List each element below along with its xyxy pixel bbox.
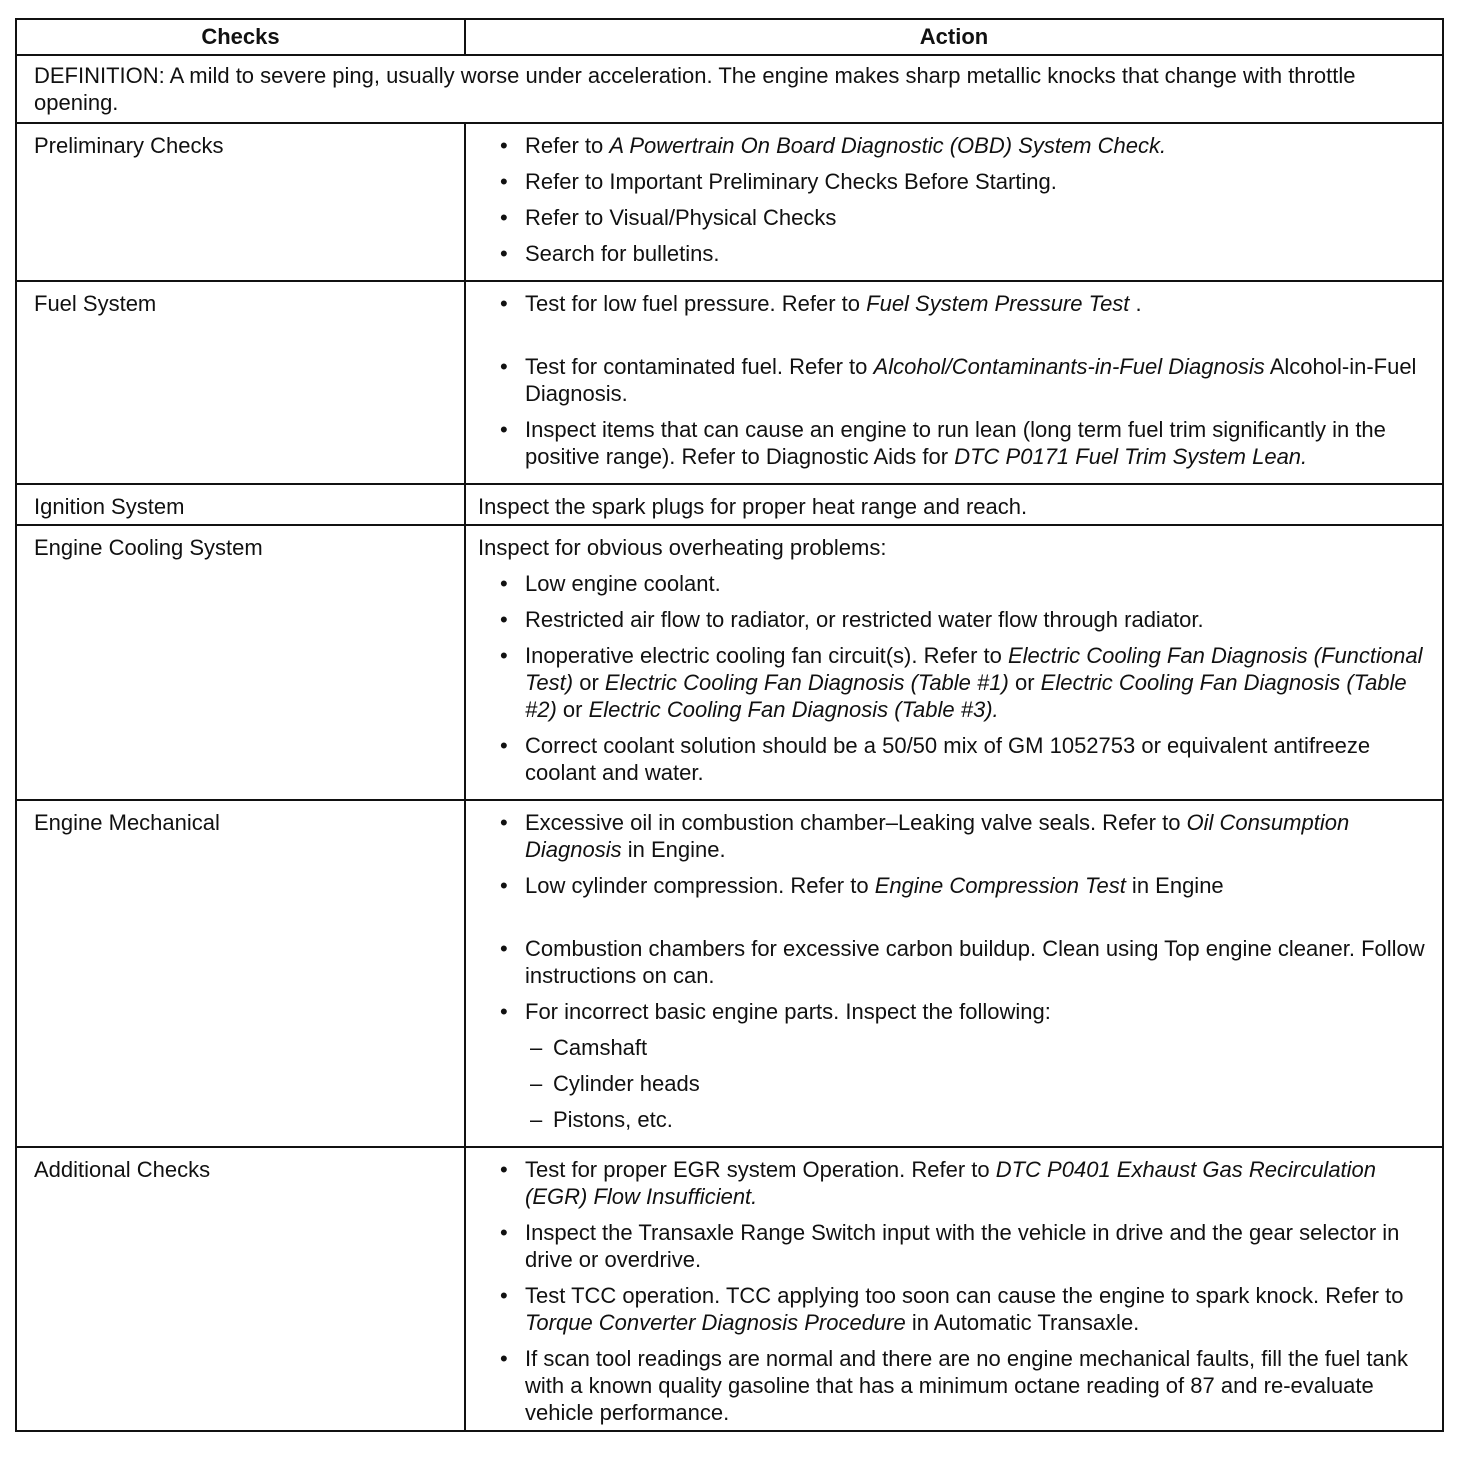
list-item bbox=[478, 1156, 1430, 1210]
table-row bbox=[16, 1147, 1443, 1431]
row-action-cooling bbox=[465, 525, 1443, 800]
header-row bbox=[16, 19, 1443, 55]
item-text: Test for contaminated fuel. Refer to bbox=[525, 354, 874, 379]
item-reference: Electric Cooling Fan Diagnosis (Table #1) bbox=[604, 670, 1009, 695]
row-label-cooling: Engine Cooling System bbox=[16, 525, 465, 800]
item-text: • For incorrect basic engine parts. Inspect the following: bbox=[525, 999, 1051, 1024]
item-reference: Electric Cooling Fan Diagnosis (Table #3). bbox=[588, 697, 999, 722]
action-lead: Inspect for obvious overheating problems: bbox=[478, 535, 887, 560]
item-reference: Electric Cooling Fan Diagnosis (Table #2) bbox=[525, 670, 1407, 722]
item-text: or bbox=[556, 697, 589, 722]
list-item: • Restricted air flow to radiator, or restricted water flow through radiator. bbox=[478, 606, 1430, 633]
list-item: • Refer to Important Preliminary Checks Before Starting. bbox=[478, 168, 1430, 195]
list-item bbox=[478, 290, 1430, 317]
action-header: Action bbox=[465, 19, 1443, 55]
row-action-fuel bbox=[465, 281, 1443, 484]
item-reference: DTC P0171 Fuel Trim System Lean. bbox=[954, 444, 1308, 469]
item-text: Alcohol-in-Fuel Diagnosis. bbox=[525, 354, 1417, 406]
item-text: Low cylinder compression. Refer to bbox=[525, 873, 875, 898]
list-item bbox=[478, 642, 1430, 723]
item-reference: Alcohol/Contaminants-in-Fuel Diagnosis bbox=[873, 354, 1265, 379]
table-row bbox=[16, 800, 1443, 1147]
diagnostic-table bbox=[15, 18, 1444, 1432]
table-row bbox=[16, 123, 1443, 281]
row-label-fuel: Fuel System bbox=[16, 281, 465, 484]
item-text: . bbox=[1129, 291, 1142, 316]
table-row bbox=[16, 281, 1443, 484]
sub-list-item: – Pistons, etc. bbox=[478, 1106, 1430, 1133]
list-item: • If scan tool readings are normal and there are no engine mechanical faults, fill the fuel tank with a known quality gasoline that has a minimum octane reading of 87 and re-evaluate vehicle performance. bbox=[478, 1345, 1430, 1426]
item-reference: Fuel System Pressure Test bbox=[866, 291, 1130, 316]
list-item bbox=[478, 872, 1430, 899]
list-item bbox=[478, 353, 1430, 407]
row-action-additional bbox=[465, 1147, 1443, 1431]
list-item: • Low engine coolant. bbox=[478, 570, 1430, 597]
sub-list-item: – Cylinder heads bbox=[478, 1070, 1430, 1097]
row-label-preliminary: Preliminary Checks bbox=[16, 123, 465, 281]
row-label-ignition: Ignition System bbox=[16, 484, 465, 525]
item-reference: Engine Compression Test bbox=[874, 873, 1126, 898]
item-text: Test for proper EGR system Operation. Refer to bbox=[525, 1157, 996, 1182]
row-action-ignition: Inspect the spark plugs for proper heat range and reach. bbox=[465, 484, 1443, 525]
item-text: or bbox=[1008, 670, 1041, 695]
item-text: Inspect items that can cause an engine to run lean (long term fuel trim significantly in the positive range). Refer to Diagnostic Aids for bbox=[525, 417, 1386, 469]
list-item bbox=[478, 998, 1430, 1133]
item-text: Test TCC operation. TCC applying too soon can cause the engine to spark knock. Refer to bbox=[525, 1283, 1404, 1308]
table-row bbox=[16, 525, 1443, 800]
table-row bbox=[16, 484, 1443, 525]
item-text: or bbox=[573, 670, 605, 695]
definition-row bbox=[16, 55, 1443, 123]
item-reference: Oil Consumption Diagnosis bbox=[525, 810, 1350, 862]
item-text: in Automatic Transaxle. bbox=[905, 1310, 1140, 1335]
row-label-mechanical: Engine Mechanical bbox=[16, 800, 465, 1147]
item-text: Refer to bbox=[525, 133, 610, 158]
item-text: in Engine. bbox=[621, 837, 726, 862]
row-action-mechanical bbox=[465, 800, 1443, 1147]
list-item: • Refer to Visual/Physical Checks bbox=[478, 204, 1430, 231]
list-item: • Search for bulletins. bbox=[478, 240, 1430, 267]
item-reference: A Powertrain On Board Diagnostic (OBD) System Check. bbox=[609, 133, 1167, 158]
item-text: Inoperative electric cooling fan circuit(s). Refer to bbox=[525, 643, 1008, 668]
row-action-preliminary bbox=[465, 123, 1443, 281]
item-reference: DTC P0401 Exhaust Gas Recirculation (EGR) Flow Insufficient. bbox=[525, 1157, 1377, 1209]
list-item: • Inspect the Transaxle Range Switch input with the vehicle in drive and the gear selector in drive or overdrive. bbox=[478, 1219, 1430, 1273]
list-item: • Combustion chambers for excessive carbon buildup. Clean using Top engine cleaner. Follow instructions on can. bbox=[478, 935, 1430, 989]
list-item bbox=[478, 809, 1430, 863]
item-text: in Engine bbox=[1125, 873, 1224, 898]
item-reference: Electric Cooling Fan Diagnosis (Functional Test) bbox=[525, 643, 1423, 695]
item-reference: Torque Converter Diagnosis Procedure bbox=[525, 1310, 906, 1335]
item-text: Test for low fuel pressure. Refer to bbox=[525, 291, 867, 316]
sub-list-item: – Camshaft bbox=[478, 1034, 1430, 1061]
list-item bbox=[478, 1282, 1430, 1336]
row-label-additional: Additional Checks bbox=[16, 1147, 465, 1431]
list-item bbox=[478, 132, 1430, 159]
list-item bbox=[478, 416, 1430, 470]
item-text: Excessive oil in combustion chamber–Leaking valve seals. Refer to bbox=[525, 810, 1187, 835]
definition-text: DEFINITION: A mild to severe ping, usually worse under acceleration. The engine makes sharp metallic knocks that change with throttle opening. bbox=[16, 55, 1443, 123]
checks-header: Checks bbox=[16, 19, 465, 55]
list-item: • Correct coolant solution should be a 50/50 mix of GM 1052753 or equivalent antifreeze coolant and water. bbox=[478, 732, 1430, 786]
